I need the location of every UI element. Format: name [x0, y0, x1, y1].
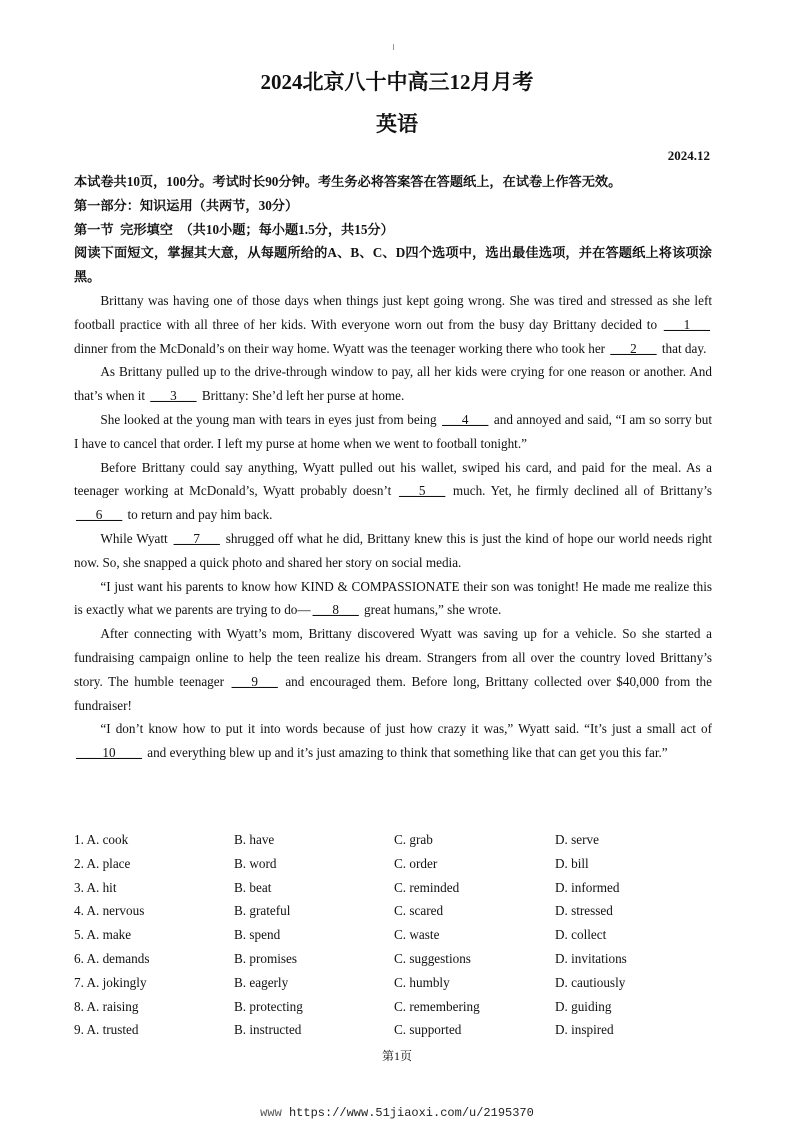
passage-text: After connecting with Wyatt’s mom, Brittany discovered Wyatt was saving up for a vehicle. So she started a fundraising campaign online to help the teen realize his dream. Strangers from all over the country loved Brittany’s story. The humble teenager: [74, 626, 712, 689]
option-c: C. order: [394, 855, 438, 871]
option-row: [74, 852, 714, 876]
option-c: C. supported: [394, 1022, 462, 1038]
option-d: D. bill: [555, 855, 589, 871]
option-b: B. promises: [234, 950, 298, 966]
passage-text: great humans,” she wrote.: [360, 602, 502, 618]
option-b: B. protecting: [234, 998, 303, 1014]
passage-text: Brittany: She’d left her purse at home.: [198, 388, 405, 404]
top-mark: [393, 44, 394, 50]
option-c: C. reminded: [394, 879, 460, 895]
option-c: C. scared: [394, 903, 444, 919]
footer-watermark: [0, 1106, 794, 1120]
blank-8: ___8___: [312, 602, 359, 618]
exam-content: [74, 170, 712, 765]
blank-10: ____10____: [76, 745, 142, 761]
option-b: B. spend: [234, 927, 281, 943]
option-a: 6. A. demands: [74, 950, 150, 966]
passage-text: much. Yet, he firmly declined all of Brittany’s: [447, 483, 712, 499]
passage-text: Before Brittany could say anything, Wyatt pulled out his wallet, swiped his card, and paid for the meal. As a teenager working at McDonald’s, Wyatt probably doesn’t: [74, 459, 712, 499]
option-b: B. instructed: [234, 1022, 302, 1038]
option-row: [74, 1018, 714, 1042]
passage-paragraph: [74, 575, 712, 623]
source-link[interactable]: https://www.51jiaoxi.com/u/2195370: [288, 1106, 534, 1120]
option-row: [74, 876, 714, 900]
passage-paragraph: [74, 717, 712, 765]
blank-1: ___1___: [663, 316, 710, 332]
directions: 阅读下面短文，掌握其大意，从每题所给的A、B、C、D四个选项中，选出最佳选项，并在答题纸上将该项涂黑。: [74, 245, 712, 285]
answer-options: [74, 828, 714, 1042]
option-d: D. guiding: [555, 998, 612, 1014]
passage-paragraph: [74, 289, 712, 360]
option-b: B. grateful: [234, 903, 291, 919]
subject-title: 英语: [376, 112, 418, 136]
option-d: D. inspired: [555, 1022, 614, 1038]
blank-9: ___9___: [231, 673, 278, 689]
blank-2: ___2___: [610, 340, 657, 356]
option-row: [74, 828, 714, 852]
option-d: D. stressed: [555, 903, 613, 919]
blank-6: ___6___: [76, 507, 123, 523]
passage-text: shrugged off what he did, Brittany knew this is just the kind of hope our world needs right now. So, she snapped a quick photo and shared her story on social media.: [74, 530, 712, 570]
part-heading: 第一部分：知识运用（共两节，30分）: [74, 197, 299, 213]
option-b: B. beat: [234, 879, 272, 895]
passage-paragraph: [74, 622, 712, 717]
passage-paragraph: [74, 408, 712, 456]
passage-text: and annoyed and said, “I am so sorry but I have to cancel that order. I left my purse at home when we went to football tonight.”: [74, 411, 712, 451]
passage-text: dinner from the McDonald’s on their way home. Wyatt was the teenager working there who took her: [74, 340, 609, 356]
option-a: 1. A. cook: [74, 832, 129, 847]
passage-text: and encouraged them. Before long, Brittany collected over $40,000 from the fundraiser!: [74, 673, 713, 713]
passage-paragraph: [74, 360, 712, 408]
option-c: C. waste: [394, 927, 440, 943]
option-c: C. suggestions: [394, 950, 471, 966]
passage-paragraph: [74, 527, 712, 575]
passage-text: to return and pay him back.: [124, 507, 273, 523]
exam-date: 2024.12: [667, 148, 710, 163]
blank-5: ___5___: [399, 483, 446, 499]
passage-text: “I don’t know how to put it into words because of just how crazy it was,” Wyatt said. “It’s just a small act of: [100, 721, 712, 737]
option-row: [74, 995, 714, 1019]
option-a: 7. A. jokingly: [74, 974, 147, 990]
option-row: [74, 899, 714, 923]
option-d: D. serve: [555, 832, 599, 847]
option-a: 4. A. nervous: [74, 903, 145, 919]
passage-text: She looked at the young man with tears in eyes just from being: [100, 411, 441, 427]
exam-notice: 本试卷共10页，100分。考试时长90分钟。考生务必将答案答在答题纸上，在试卷上作答无效。: [74, 174, 622, 189]
passage-text: “I just want his parents to know how KIND & COMPASSIONATE their son was tonight! He made me realize this is exactly what we parents are trying to do—: [74, 578, 712, 618]
option-c: C. grab: [394, 832, 433, 847]
page-number: 第1页: [381, 1049, 412, 1063]
option-a: 8. A. raising: [74, 998, 139, 1014]
passage-paragraph: [74, 456, 712, 527]
option-row: [74, 923, 714, 947]
option-c: C. humbly: [394, 974, 450, 990]
passage-text: As Brittany pulled up to the drive-through window to pay, all her kids were crying for one reason or another. And that’s when it: [74, 364, 712, 404]
passage-text: and everything blew up and it’s just amazing to think that something like that can get you this far.”: [143, 745, 668, 761]
blank-4: ___4___: [442, 411, 489, 427]
blank-7: ___7___: [173, 530, 220, 546]
watermark-prefix: www: [260, 1106, 282, 1120]
option-d: D. collect: [555, 927, 607, 943]
option-c: C. remembering: [394, 998, 480, 1014]
option-a: 5. A. make: [74, 927, 132, 943]
exam-title: 2024北京八十中高三12月月考: [260, 70, 534, 94]
option-row: [74, 947, 714, 971]
option-b: B. have: [234, 832, 275, 847]
option-d: D. informed: [555, 879, 620, 895]
option-b: B. word: [234, 855, 277, 871]
option-a: 3. A. hit: [74, 879, 117, 895]
option-d: D. cautiously: [555, 974, 626, 990]
option-a: 9. A. trusted: [74, 1022, 139, 1038]
passage-text: Brittany was having one of those days when things just kept going wrong. She was tired and stressed as she left football practice with all three of her kids. With everyone worn out from the busy day Brittany decided to: [74, 292, 712, 332]
option-d: D. invitations: [555, 950, 627, 966]
option-row: [74, 971, 714, 995]
blank-3: ___3___: [150, 388, 197, 404]
option-a: 2. A. place: [74, 855, 131, 871]
option-b: B. eagerly: [234, 974, 289, 990]
section-heading: 第一节 完形填空 （共10小题；每小题1.5分，共15分）: [74, 221, 394, 237]
passage-text: that day.: [658, 340, 707, 356]
passage-text: While Wyatt: [100, 530, 172, 546]
